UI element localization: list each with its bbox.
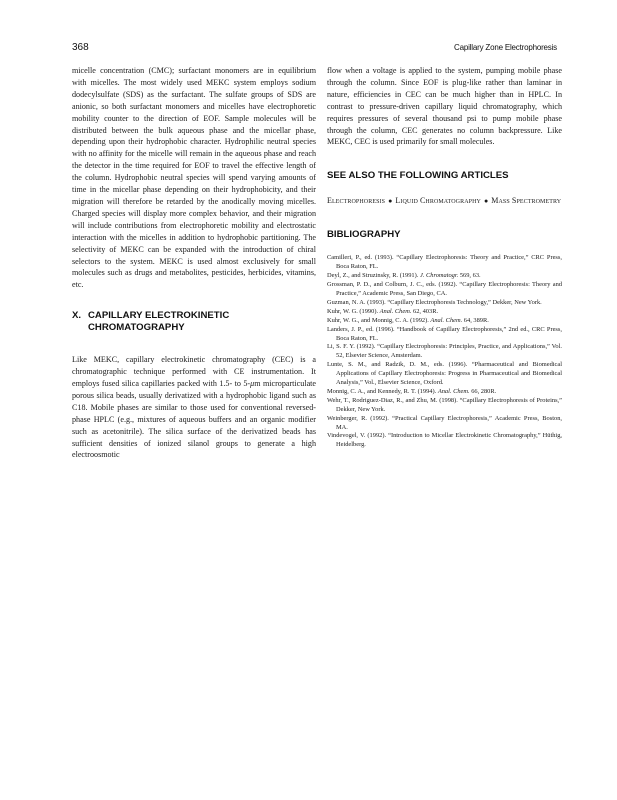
citation-volume: 66, 280R.: [469, 387, 497, 395]
bibliography-entry: [327, 317, 562, 326]
bibliography-entry: [327, 361, 562, 388]
citation-text: Camilleri, P., ed. (1993). “Capillary Electrophoresis: Theory and Practice,” CRC Press, Boca Raton, FL.: [327, 254, 562, 271]
see-also-heading: SEE ALSO THE FOLLOWING ARTICLES: [327, 170, 509, 182]
citation-text: Kuhr, W. G. (1990).: [327, 307, 380, 315]
see-also-list: [327, 195, 562, 207]
bullet-separator: ●: [388, 197, 393, 206]
bibliography-entry: [327, 299, 562, 308]
citation-text: Monnig, C. A., and Kennedy, R. T. (1994).: [327, 387, 438, 395]
section-title: CAPILLARY ELECTROKINETIC CHROMATOGRAPHY: [88, 310, 230, 334]
body-paragraph-cec: [72, 354, 316, 461]
section-heading-cec: [72, 310, 316, 334]
body-paragraph-cec-continued: flow when a voltage is applied to the system, pumping mobile phase through the column. Since EOF is plug-like rather than laminar in nature, efficiencies in CEC can be much higher than in HPLC. In contrast to pressure-driven capillary liquid chromatography, which requires pressures of several thousand psi to pump mobile phase through the column, CEC generates no column backpressure. Like MEKC, CEC is used primarily for small molecules.: [327, 66, 562, 147]
journal-name: Anal. Chem.: [379, 307, 412, 315]
mu-symbol: μ: [250, 379, 255, 389]
citation-text: Lunte, S. M., and Radzik, D. M., eds. (1996). “Pharmaceutical and Biomedical Applications of Capillary Electrophoresis: Progress in Pharmaceutical and Biomedical Analysis,” Vol., Elsevier Science, Oxford.: [327, 361, 562, 387]
journal-name: Anal. Chem.: [430, 316, 463, 324]
journal-name: Anal. Chem.: [437, 387, 470, 395]
body-paragraph-mekc: micelle concentration (CMC); surfactant monomers are in equilibrium with micelles. The most widely used MEKC system employs sodium dodecylsulfate (SDS) as the surfactant. The sulfate groups of SDS are anionic, so both surfactant monomers and micelles have electrophoretic mobility counter to the direction of EOF. Sample molecules will be distributed between the bulk aqueous phase and the micellar phase, depending upon their hydrophobic character. Hydrophilic neutral species with no affinity for the micelle will remain in the aqueous phase and reach the detector in the time required for EOF to travel the effective length of the column. Hydrophobic neutral species will spend varying amounts of time in the micellar phase depending on their hydrophobicity, and their migration will therefore be retarded by the anodically moving micelles. Charged species will display more complex behavior, and their migration will include contributions from electrophoretic mobility and electrostatic interaction with the micelles in addition to hydrophobic partitioning. The selectivity of MEKC can be expanded with the introduction of chiral selectors to the system. MEKC is used almost exclusively for small molecules such as drugs and metabolites, pesticides, herbicides, vitamins, etc.: [72, 66, 316, 290]
see-also-link-electrophoresis[interactable]: Electrophoresis: [327, 196, 386, 206]
section-number: X.: [72, 310, 82, 322]
citation-text: Vindevogel, V. (1992). “Introduction to Micellar Electrokinetic Chromatography,” Hüthig, Heidelberg.: [327, 432, 562, 449]
left-column: [72, 65, 316, 461]
running-head: Capillary Zone Electrophoresis: [454, 43, 557, 52]
citation-text: Deyl, Z., and Struzinsky, R. (1991).: [327, 272, 420, 280]
journal-name: J. Chromatogr.: [419, 272, 459, 280]
bibliography-list: [327, 254, 562, 450]
page-number: 368: [72, 42, 89, 53]
citation-volume: 64, 389R.: [462, 316, 489, 324]
citation-volume: 62, 403R.: [411, 307, 439, 315]
bibliography-entry: [327, 415, 562, 433]
citation-text: Weinberger, R. (1992). “Practical Capillary Electrophoresis,” Academic Press, Boston, MA.: [327, 414, 562, 431]
bibliography-entry: [327, 397, 562, 415]
citation-text: Grossman, P. D., and Colburn, J. C., eds. (1992). “Capillary Electrophoresis: Theory and Practice,” Academic Press, San Diego, CA.: [327, 281, 562, 297]
citation-text: Landers, J. P., ed. (1996). “Handbook of Capillary Electrophoresis,” 2nd ed., CRC Press, Boca Raton, FL.: [327, 325, 562, 342]
bibliography-entry: [327, 308, 562, 317]
bibliography-heading: BIBLIOGRAPHY: [327, 229, 401, 241]
see-also-link-liquid-chromatography[interactable]: Liquid Chromatography: [395, 196, 481, 206]
citation-text: Kuhr, W. G., and Monnig, C. A. (1992).: [327, 316, 431, 324]
bibliography-entry: [327, 388, 562, 397]
bibliography-entry: [327, 343, 562, 361]
citation-text: Wehr, T., Rodriguez-Diaz, R., and Zhu, M. (1998). “Capillary Electrophoresis of Proteins,” Dekker, New York.: [327, 396, 562, 413]
bibliography-entry: [327, 254, 562, 272]
see-also-link-mass-spectrometry[interactable]: Mass Spectrometry: [491, 196, 562, 206]
bibliography-entry: [327, 272, 562, 281]
cec-text-part-1: Like MEKC, capillary electrokinetic chromatography (CEC) is a chromatographic technique performed with CE instrumentation. It employs fused silica capillaries packed with 1.5- to 5-: [72, 355, 316, 389]
citation-text: Li, S. F. Y. (1992). “Capillary Electrophoresis: Principles, Practice, and Applications,” Vol. 52, Elsevier Science, Amsterdam.: [327, 343, 562, 360]
citation-text: Guzman, N. A. (1993). “Capillary Electrophoresis Technology,” Dekker, New York.: [327, 298, 542, 306]
bibliography-entry: [327, 281, 562, 299]
bibliography-entry: [327, 432, 562, 450]
right-column: [327, 65, 562, 450]
bullet-separator: ●: [483, 197, 489, 206]
citation-volume: 569, 63.: [458, 272, 481, 280]
bibliography-entry: [327, 326, 562, 344]
cec-text-part-2: m microparticulate porous silica beads, usually derivatized with a hydrophobic ligand such as C18. Mobile phases are similar to those used for conventional reversed-phase HPLC (e.g., mixtures of aqueous buffers and an organic modifier such as acetonitrile). The silica surface of the derivatized beads has sufficient densities of ionized silanol groups to generate a high electroosmotic: [72, 379, 317, 460]
